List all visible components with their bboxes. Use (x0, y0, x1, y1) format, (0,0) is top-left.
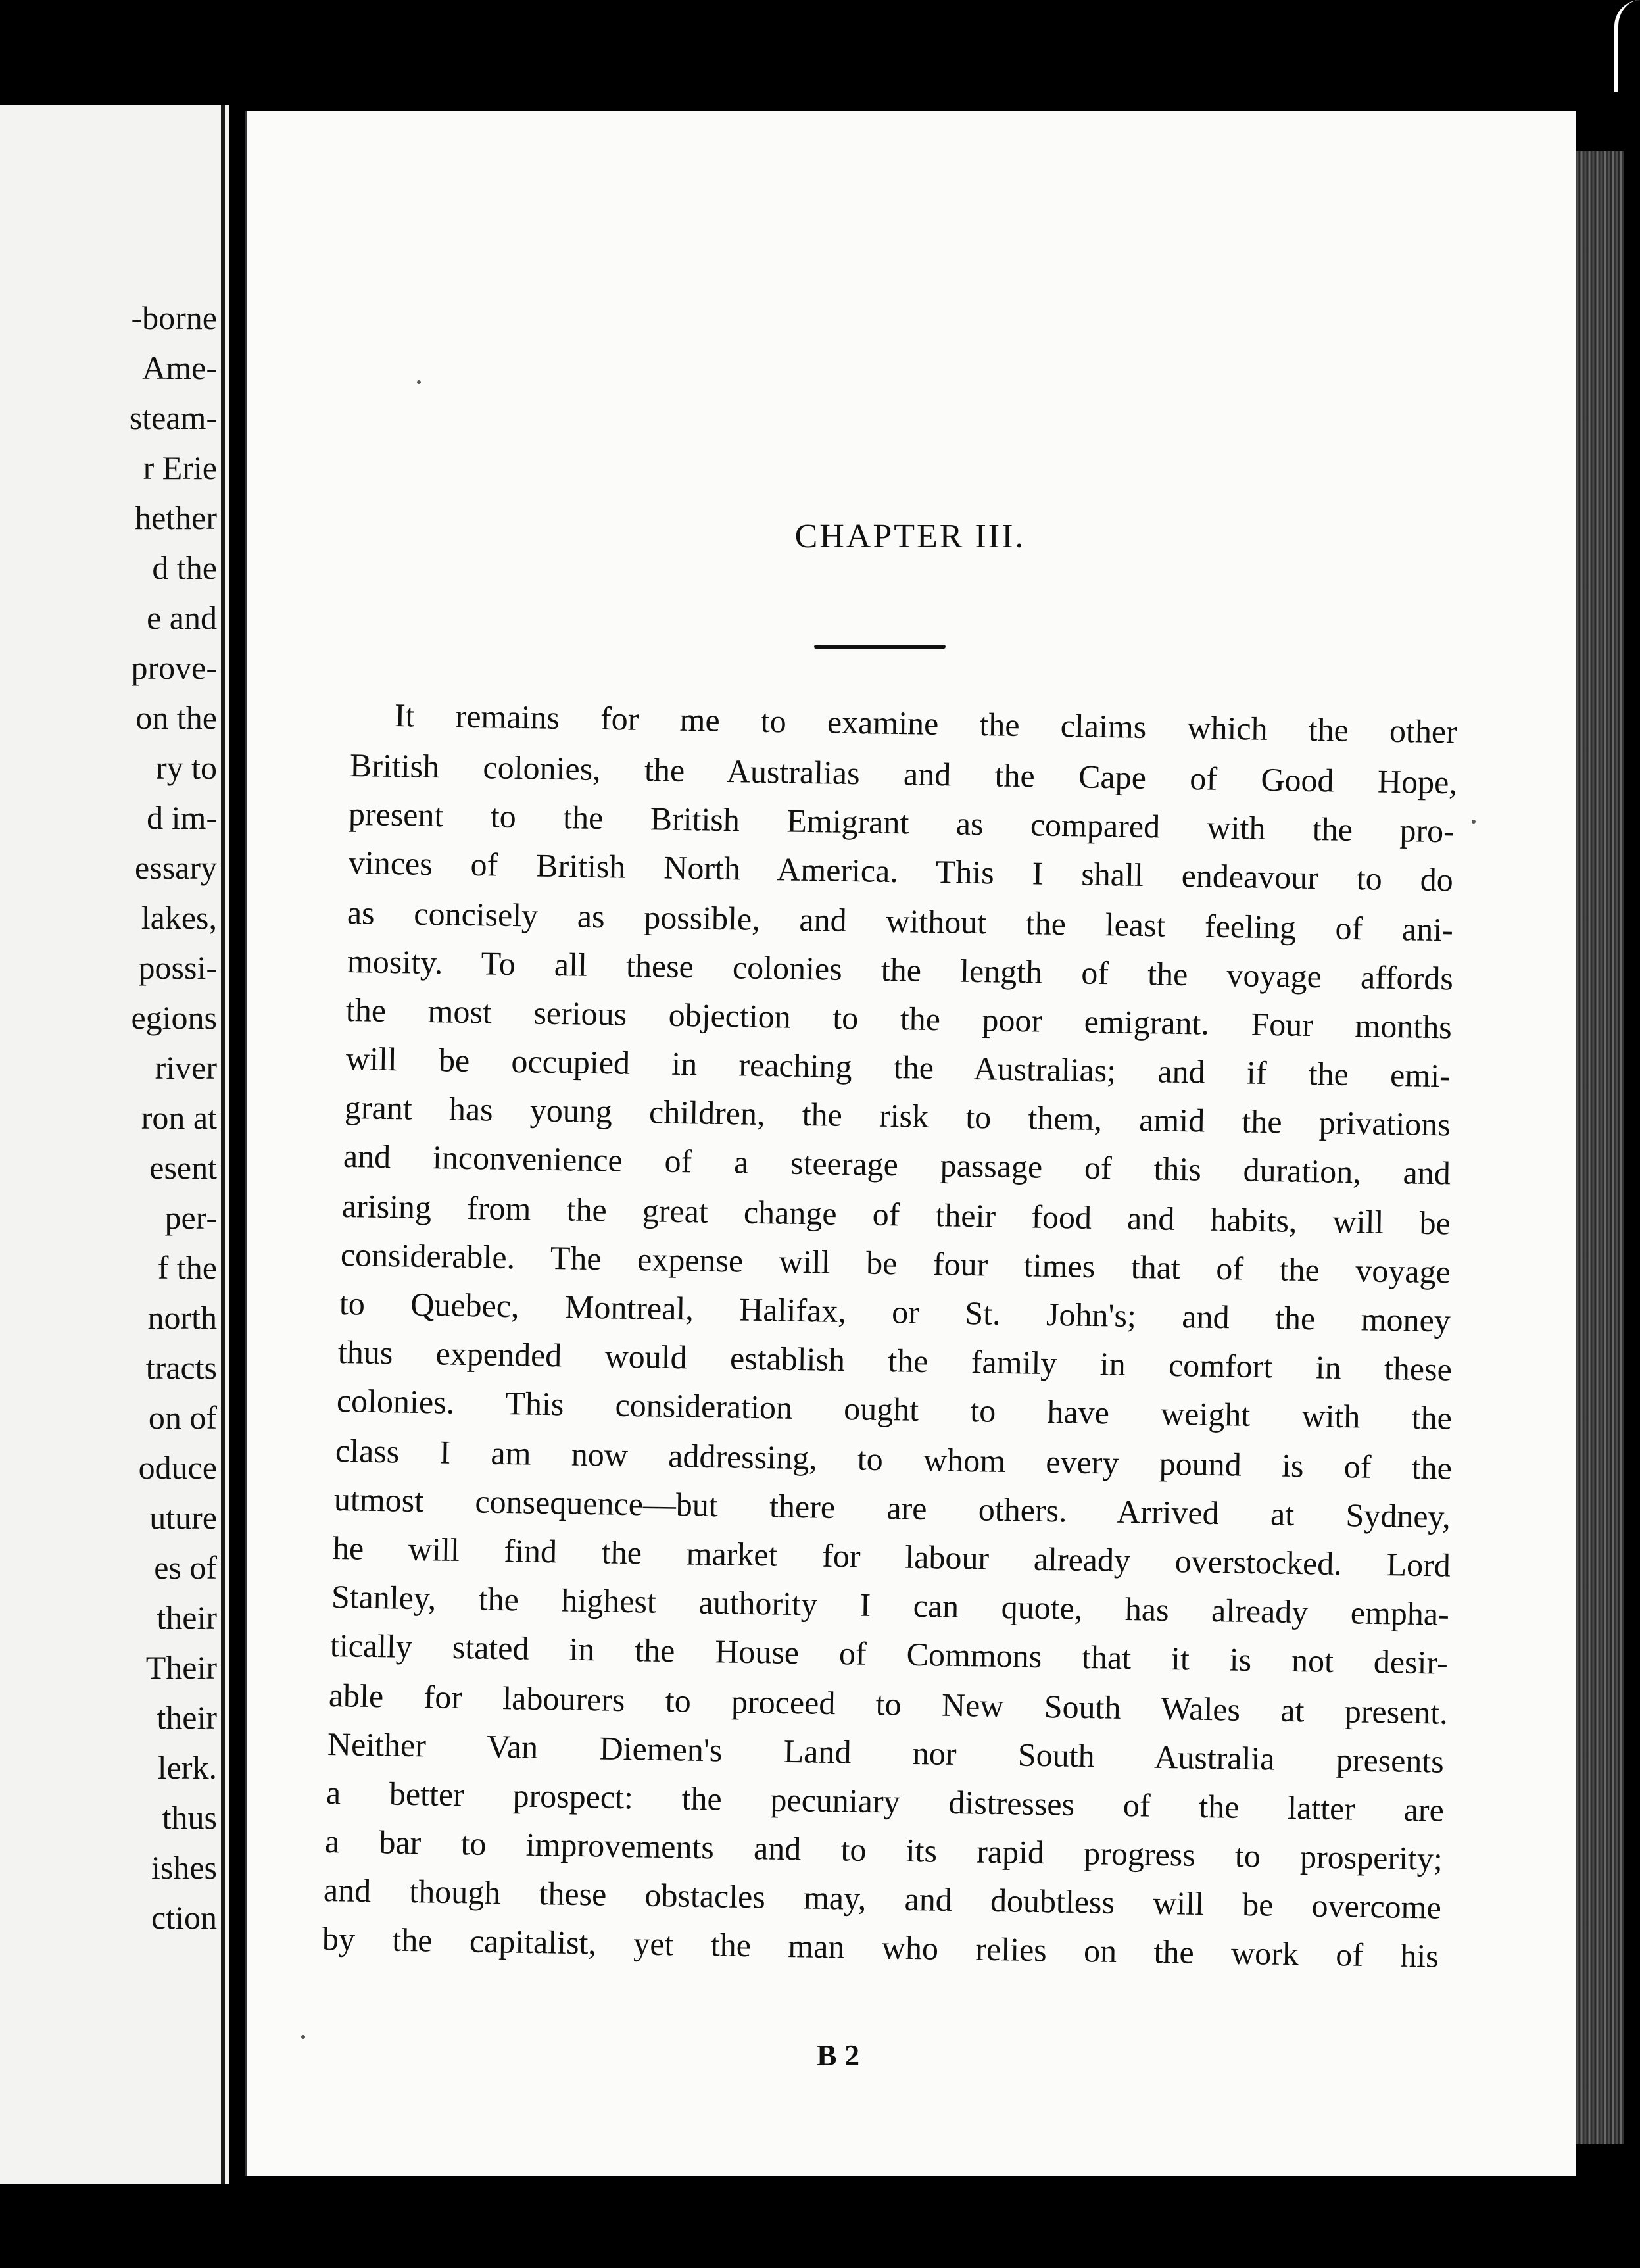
body-line: as concisely as possible, and without the least feeling of ani- (347, 894, 1454, 949)
left-fragment: on of (148, 1399, 217, 1436)
left-fragment: steam- (129, 399, 217, 436)
left-fragment: Their (145, 1649, 217, 1686)
left-fragment: Ame- (142, 349, 217, 386)
left-fragment: river (155, 1049, 217, 1086)
left-fragment: ry to (155, 749, 217, 786)
body-line: will be occupied in reaching the Australias; and if the emi- (345, 1040, 1451, 1095)
body-line: present to the British Emigrant as compared with the pro- (348, 795, 1455, 850)
left-fragment: es of (154, 1549, 217, 1586)
body-line: considerable. The expense will be four times that of the voyage (340, 1236, 1451, 1291)
body-text (245, 111, 1576, 2176)
body-line: British colonies, the Australias and the Cape of Good Hope, (349, 747, 1458, 801)
left-fragment: f the (157, 1249, 217, 1286)
left-fragment: e and (147, 599, 217, 636)
body-line: thus expended would establish the family in comfort in these (337, 1333, 1453, 1388)
body-line: by the capitalist, yet the man who relies on the work of his (322, 1920, 1439, 1975)
body-line: to Quebec, Montreal, Halifax, or St. John's; and the money (339, 1285, 1451, 1339)
left-fragment: esent (149, 1149, 217, 1186)
left-fragment: possi- (138, 949, 217, 986)
left-fragment: lakes, (141, 899, 217, 936)
body-line: and though these obstacles may, and doubtless will be overcome (323, 1871, 1442, 1926)
body-line: tically stated in the House of Commons that it is not desir- (329, 1627, 1449, 1681)
left-fragment: ction (151, 1899, 217, 1936)
body-line: grant has young children, the risk to them, amid the privations (344, 1089, 1451, 1143)
left-page (0, 105, 229, 2184)
body-line: arising from the great change of their food and habits, will be (341, 1187, 1451, 1242)
body-line: able for labourers to proceed to New South Wales at present. (328, 1677, 1449, 1731)
left-fragment: uture (149, 1499, 217, 1536)
body-line: utmost consequence—but there are others. Arrived at Sydney, (333, 1481, 1451, 1535)
body-line: It remains for me to examine the claims which the other (394, 697, 1458, 751)
body-line: the most serious objection to the poor emigrant. Four months (345, 991, 1453, 1046)
body-line: Neither Van Diemen's Land nor South Australia presents (327, 1725, 1445, 1780)
left-fragment: on the (135, 699, 217, 736)
left-fragment: ron at (141, 1099, 217, 1136)
left-fragment: prove- (131, 649, 217, 686)
left-fragment: oduce (138, 1449, 217, 1486)
left-fragment: lerk. (157, 1749, 217, 1786)
left-page-edge (221, 105, 225, 2184)
left-fragment: -borne (131, 299, 217, 336)
body-line: a bar to improvements and to its rapid progress to prosperity; (324, 1823, 1443, 1877)
left-fragment: tracts (145, 1349, 217, 1386)
body-line: colonies. This consideration ought to have weight with the (336, 1382, 1453, 1437)
left-fragment: hether (135, 499, 217, 536)
body-line: class I am now addressing, to whom every pound is of the (335, 1432, 1453, 1487)
left-fragment: thus (162, 1799, 217, 1836)
body-line: mosity. To all these colonies the length of the voyage affords (347, 943, 1454, 997)
book-fore-edge (1576, 151, 1624, 2144)
left-fragment: d im- (147, 799, 217, 836)
chapter-heading: CHAPTER III. (794, 518, 1026, 555)
left-fragment: their (157, 1599, 217, 1636)
body-line: vinces of British North America. This I shall endeavour to do (348, 844, 1454, 899)
body-line: he will find the market for labour already overstocked. Lord (332, 1529, 1451, 1584)
left-fragment: their (157, 1699, 217, 1736)
body-line: and inconvenience of a steerage passage of this duration, and (343, 1137, 1451, 1192)
left-fragment: egions (131, 999, 217, 1036)
body-line: Stanley, the highest authority I can quote, has already empha- (331, 1578, 1450, 1633)
left-fragment: d the (152, 549, 217, 586)
left-fragment: ishes (151, 1849, 217, 1886)
signature-mark: B 2 (817, 2038, 860, 2072)
body-line: a better prospect: the pecuniary distresses of the latter are (326, 1774, 1445, 1829)
left-fragment: north (147, 1299, 217, 1336)
left-fragment: r Erie (143, 449, 217, 486)
left-fragment: essary (135, 849, 217, 886)
right-page (245, 111, 1576, 2176)
scan-corner-mark (1614, 0, 1640, 92)
left-fragment: per- (164, 1199, 217, 1236)
